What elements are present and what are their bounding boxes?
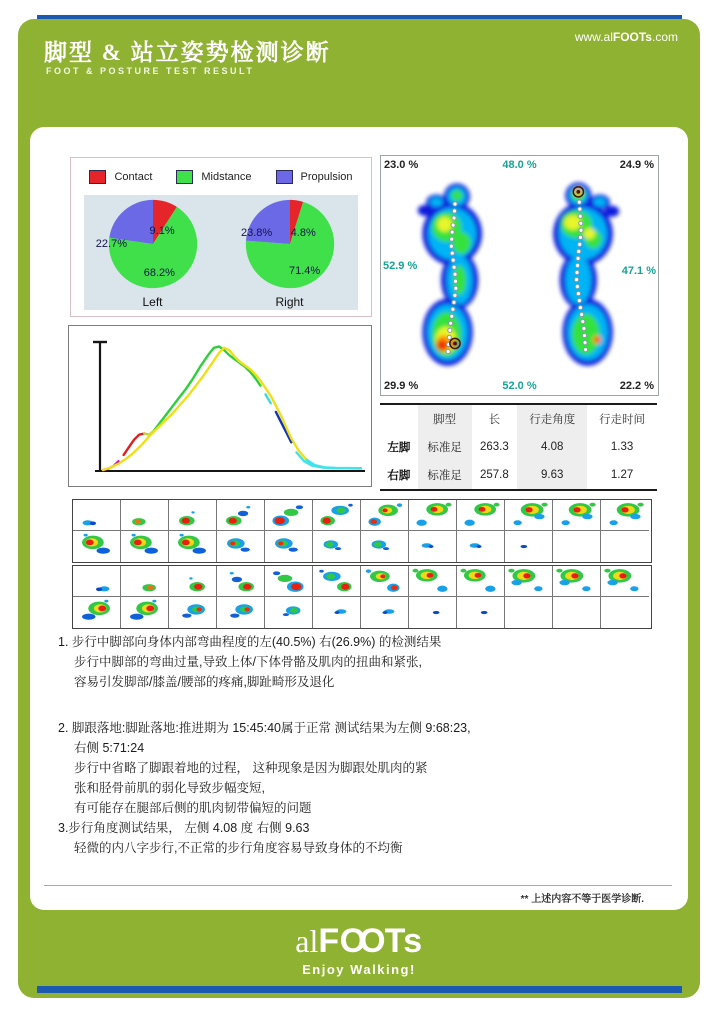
gait-frame (361, 500, 409, 531)
gait-frame (121, 500, 169, 531)
gait-frame (169, 531, 217, 562)
gait-frame (217, 566, 265, 597)
pressure-curve-chart (69, 326, 369, 484)
zone-pct-top-right: 24.9 % (619, 159, 654, 171)
gait-frame-image (505, 500, 551, 529)
gait-frame-image (313, 597, 359, 626)
gait-frame (169, 597, 217, 628)
measurement-table (380, 403, 657, 491)
page-subtitle: FOOT & POSTURE TEST RESULT (46, 66, 255, 76)
gait-frame-image (121, 597, 167, 626)
gait-frame-image (73, 597, 119, 626)
zone-pct-mid-right: 47.1 % (621, 265, 656, 277)
gait-frame-image (409, 500, 455, 529)
gait-frame-image (73, 531, 119, 560)
finding-line: 1. 步行中脚部向身体内部弯曲程度的左(40.5%) 右(26.9%) 的检测结果 (58, 635, 442, 649)
gait-frame (361, 531, 409, 562)
gait-frame-image (121, 531, 167, 560)
pie-left (84, 195, 221, 310)
gait-frame-image (553, 566, 599, 595)
legend-item-propulsion (276, 170, 353, 184)
gait-frame (457, 597, 505, 628)
zone-pct-bottom-left: 29.9 % (384, 380, 419, 392)
gait-frame (361, 597, 409, 628)
table-header-cell (380, 404, 418, 433)
gait-frame (601, 597, 649, 628)
gait-frame-image (121, 566, 167, 595)
gait-frame-image (553, 500, 599, 529)
pie-caption: Left (142, 295, 163, 309)
gait-frame-image (313, 566, 359, 595)
gait-frame (313, 597, 361, 628)
gait-frame-image (361, 597, 407, 626)
legend-label: Midstance (201, 171, 252, 183)
zone-pct-top-center: 48.0 % (502, 159, 537, 171)
gait-frame-image (361, 566, 407, 595)
right-foot-heatmap (531, 176, 635, 376)
gait-frame-image (409, 597, 455, 626)
right-foot-gait-frames (72, 565, 652, 629)
gait-frame-image (457, 597, 503, 626)
finding-paragraph-2 (58, 718, 662, 818)
gait-frame (601, 531, 649, 562)
gait-frame (553, 500, 601, 531)
gait-frame (217, 597, 265, 628)
table-cell: 4.08 (517, 433, 587, 461)
gait-frame (409, 597, 457, 628)
pie-slice-label: 23.8% (241, 226, 273, 239)
curve-segment-left-foot (155, 347, 261, 430)
zone-pct-bottom-right: 22.2 % (619, 380, 654, 392)
left-foot-heatmap (403, 176, 507, 376)
disclaimer-note: ** 上述内容不等于医学诊断. (520, 894, 644, 905)
table-cell: 263.3 (480, 441, 509, 453)
gait-frame-image (457, 566, 503, 595)
table-row (380, 433, 657, 461)
gait-frame (505, 500, 553, 531)
gait-frame (121, 597, 169, 628)
gait-frame (217, 531, 265, 562)
gait-frame-image (217, 597, 263, 626)
gait-frame (601, 500, 649, 531)
gait-frame (169, 566, 217, 597)
gait-frame (505, 597, 553, 628)
gait-frame (361, 566, 409, 597)
gait-frame-image (217, 531, 263, 560)
logo-al-text: al (295, 923, 319, 959)
gait-frame (169, 500, 217, 531)
gait-frame (217, 500, 265, 531)
gait-frame-image (361, 500, 407, 529)
gait-frame-image (457, 531, 503, 560)
legend-item-midstance (176, 170, 251, 184)
gait-frame (409, 566, 457, 597)
table-cell: 1.33 (610, 441, 634, 453)
gait-frame-image (121, 500, 167, 529)
finding-line: 3.步行角度测试结果， 左侧 4.08 度 右侧 9.63 (58, 821, 310, 835)
finding-line: 容易引发脚部/膝盖/腰部的疼痛,脚趾畸形及退化 (74, 675, 335, 689)
table-row (380, 461, 657, 490)
gait-frame (265, 566, 313, 597)
gait-frame (121, 566, 169, 597)
pie-slice-label: 22.7% (95, 238, 127, 251)
gait-frame (409, 531, 457, 562)
gait-frame (553, 566, 601, 597)
gait-frame (505, 531, 553, 562)
gait-frame (457, 500, 505, 531)
gait-frame-image (457, 500, 503, 529)
gait-frame-image (361, 531, 407, 560)
content-panel (30, 127, 688, 910)
gait-frame-image (217, 500, 263, 529)
zone-pct-top-left: 23.0 % (384, 159, 419, 171)
bottom-blue-bar (37, 986, 682, 993)
gait-frame-image (169, 500, 215, 529)
finding-line: 轻微的内八字步行,不正常的步行角度容易导致身体的不均衡 (74, 841, 403, 855)
gait-frame (313, 500, 361, 531)
pressure-curve-panel (68, 325, 372, 487)
finding-paragraph-3 (58, 818, 662, 858)
foot-heatmap-panel (380, 155, 659, 396)
gait-frame-image (409, 566, 455, 595)
legend-label: Propulsion (300, 171, 353, 183)
gait-frame (73, 531, 121, 562)
gait-frame-image (313, 531, 359, 560)
pie-slice-propulsion (109, 200, 153, 244)
finding-line: 有可能存在腿部后侧的肌肉韧带偏短的问题 (74, 801, 312, 815)
table-cell: 257.8 (480, 469, 509, 481)
table-header-row (380, 404, 657, 433)
table-cell: 右脚 (387, 470, 411, 482)
gait-frame-image (169, 597, 215, 626)
gait-frame-image (73, 566, 119, 595)
gait-frame-image (601, 500, 647, 529)
gait-frame (73, 566, 121, 597)
table-cell: 左脚 (387, 442, 411, 454)
legend-item-contact (89, 170, 152, 184)
pie-plot-area (84, 195, 358, 310)
pie-slice-label: 4.8% (290, 226, 316, 239)
gait-frame (313, 566, 361, 597)
gait-frame (313, 531, 361, 562)
gait-frame (457, 531, 505, 562)
pie-right (221, 195, 358, 310)
gait-frame (505, 566, 553, 597)
gait-frame-image (265, 531, 311, 560)
table-cell: 1.27 (610, 469, 634, 481)
website-url: www.alFOOTs.com (574, 30, 678, 44)
logo-ts-text: Ts (384, 922, 423, 960)
legend-swatch (276, 170, 293, 184)
gait-frame-image (73, 500, 119, 529)
gait-frame (553, 531, 601, 562)
table-header-cell: 长 (488, 414, 501, 426)
finding-line: 步行中脚部的弯曲过量,导致上体/下体骨骼及肌肉的扭曲和紧张, (74, 655, 422, 669)
gait-frame (265, 597, 313, 628)
brand-logo (0, 922, 718, 961)
pie-slice-label: 9.1% (149, 224, 175, 237)
brand-tagline: Enjoy Walking! (302, 962, 416, 977)
legend-label: Contact (114, 171, 153, 183)
finding-line: 步行中省略了脚跟着地的过程， 这种现象是因为脚跟处肌肉的紧 (74, 761, 428, 775)
gait-frame (409, 500, 457, 531)
table-header-cell: 行走时间 (599, 414, 646, 426)
legend-swatch (89, 170, 106, 184)
gait-frame-image (505, 566, 551, 595)
pie-slice-label: 68.2% (143, 267, 175, 280)
zone-pct-mid-left: 52.9 % (383, 260, 418, 272)
gait-frame-image (313, 500, 359, 529)
finding-paragraph-1 (58, 632, 662, 692)
gait-frame (265, 500, 313, 531)
logo-f-text: F (318, 922, 340, 960)
gait-frame-image (505, 531, 551, 560)
footer-divider-line (44, 885, 672, 886)
table-cell: 标准足 (418, 461, 472, 490)
gait-frame-image (265, 597, 311, 626)
table-header-cell: 行走角度 (517, 404, 587, 433)
gait-frame-image (601, 566, 647, 595)
gait-frame (265, 531, 313, 562)
gait-frame (121, 531, 169, 562)
gait-frame-image (409, 531, 455, 560)
pie-slice-label: 71.4% (288, 264, 321, 277)
table-cell: 9.63 (517, 461, 587, 490)
legend-swatch (176, 170, 193, 184)
gait-frame (73, 500, 121, 531)
gait-frame-image (169, 531, 215, 560)
page-title: 脚型 & 站立姿势检测诊断 (44, 40, 331, 65)
pie-caption: Right (275, 295, 304, 309)
pie-legend (71, 162, 371, 192)
finding-line: 2. 脚跟落地:脚趾落地:推进期为 15:45:40属于正常 测试结果为左侧 9:68:23, (58, 721, 471, 735)
table-header-cell: 脚型 (418, 404, 472, 433)
logo-oo-text: OO (339, 922, 379, 960)
curve-segment-right-foot (103, 348, 307, 470)
gait-frame (601, 566, 649, 597)
stance-phase-pie-panel (70, 157, 372, 317)
gait-frame (73, 597, 121, 628)
gait-frame-image (217, 566, 263, 595)
zone-pct-bottom-center: 52.0 % (502, 380, 537, 392)
gait-frame (553, 597, 601, 628)
table-cell: 标准足 (418, 433, 472, 461)
finding-line: 张和胫骨前肌的弱化导致步幅变短, (74, 781, 265, 795)
gait-frame-image (265, 566, 311, 595)
left-foot-gait-frames (72, 499, 652, 563)
finding-line: 右侧 5:71:24 (74, 741, 145, 755)
gait-frame-image (265, 500, 311, 529)
curve-segment-left-foot (276, 412, 291, 442)
gait-frame (457, 566, 505, 597)
gait-frame-image (169, 566, 215, 595)
